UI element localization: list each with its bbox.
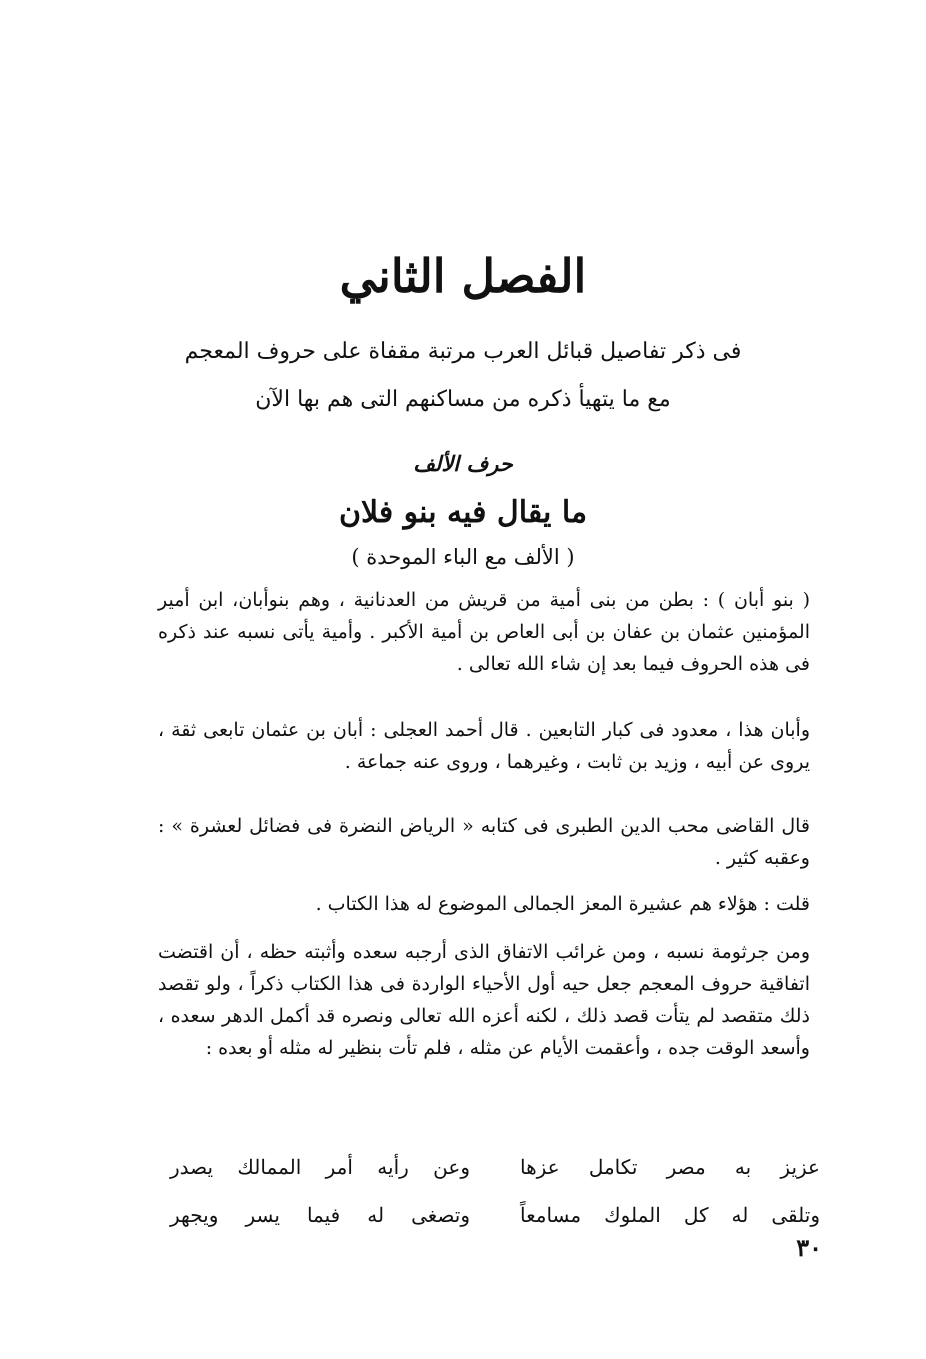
chapter-title: الفصل الثاني xyxy=(339,249,587,303)
letter-heading: حرف الألف xyxy=(413,451,513,476)
section-heading: ما يقال فيه بنو فلان xyxy=(338,495,588,530)
subsection-heading: ( الألف مع الباء الموحدة ) xyxy=(351,545,575,569)
subtitle-line: مع ما يتهيأ ذكره من مساكنهم التى هم بها الآن xyxy=(255,387,671,412)
verse-second-hemistich: وعن رأيه أمر الممالك يصدر xyxy=(170,1155,470,1179)
verse-second-hemistich: وتصغى له فيما يسر ويجهر xyxy=(170,1203,470,1227)
poem xyxy=(170,1143,820,1239)
subtitle-line: فى ذكر تفاصيل قبائل العرب مرتبة مقفاة على حروف المعجم xyxy=(184,339,742,364)
paragraph: وأبان هذا ، معدود فى كبار التابعين . قال أحمد العجلى : أبان بن عثمان تابعى ثقة ، يروى عن أبيه ، وزيد بن ثابت ، وغيرهما ، وروى عنه جماعة . xyxy=(158,719,810,773)
page-number: ٣٠ xyxy=(796,1233,822,1262)
paragraph: ( بنو أبان ) : بطن من بنى أمية من قريش من العدنانية ، وهم بنوأبان، ابن أمير المؤمنين عثمان بن عفان بن أبى العاص بن أمية الأكبر . وأمية يأتى نسبه عند ذكره فى هذه الحروف فيما بعد إن شاء الله تعالى . xyxy=(158,589,810,675)
verse-first-hemistich: عزيز به مصر تكامل عزها xyxy=(520,1155,820,1179)
verse-first-hemistich: وتلقى له كل الملوك مسامعاً xyxy=(520,1203,820,1227)
paragraph: قلت : هؤلاء هم عشيرة المعز الجمالى الموضوع له هذا الكتاب . xyxy=(315,893,810,915)
paragraph: قال القاضى محب الدين الطبرى فى كتابه « الرياض النضرة فى فضائل لعشرة » : وعقبه كثير . xyxy=(158,815,810,869)
verse-line xyxy=(170,1143,820,1191)
paragraph: ومن جرثومة نسبه ، ومن غرائب الاتفاق الذى أرجبه سعده وأثبته حظه ، أن اقتضت اتفاقية حروف المعجم جعل حيه أول الأحياء الواردة فى هذا الكتاب ذكراً ، ولو تقصد ذلك متقصد لم يتأت قصد ذلك ، لكنه أعزه الله تعالى ونصره قد أكمل الدهر سعده ، وأسعد الوقت جده ، وأعقمت الأيام عن مثله ، فلم تأت بنظير له مثله أو بعده : xyxy=(158,941,810,1059)
chapter-subtitle xyxy=(150,328,776,424)
